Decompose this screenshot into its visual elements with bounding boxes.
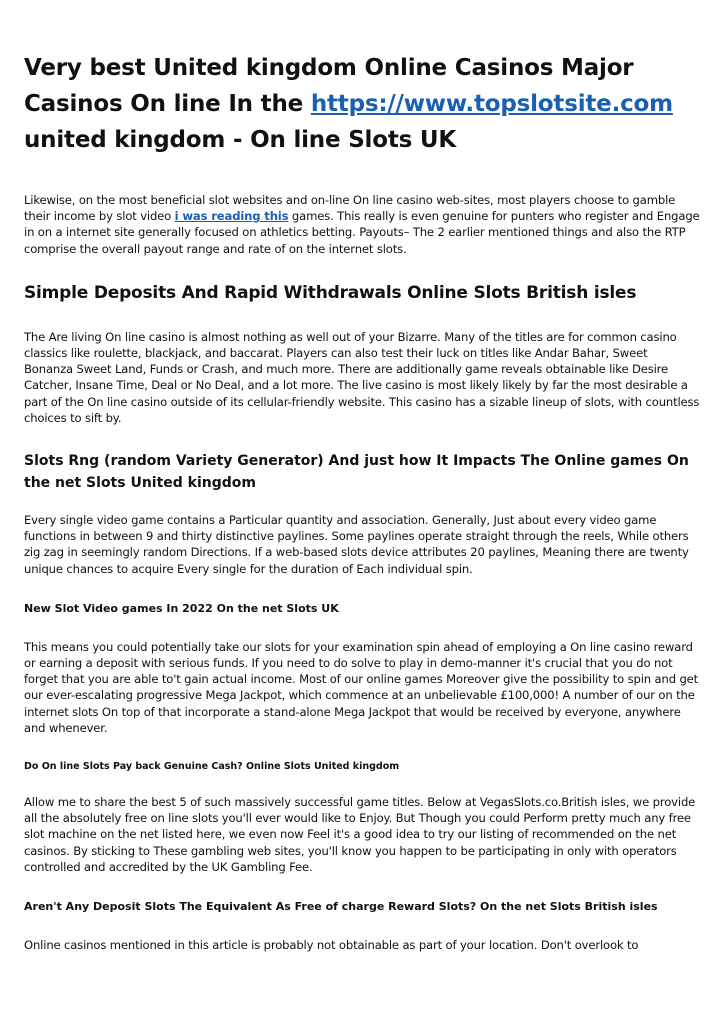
- intro-link[interactable]: i was reading this: [174, 209, 289, 224]
- section-heading-no-deposit: Aren't Any Deposit Slots The Equivalent As Free of charge Reward Slots? On the net Slots British isles: [24, 900, 658, 914]
- page-title: [24, 50, 700, 158]
- title-link[interactable]: https://www.topslotsite.com: [310, 91, 673, 117]
- section-heading-real-cash: Do On line Slots Pay back Genuine Cash? Online Slots United kingdom: [24, 761, 400, 773]
- intro-paragraph: [24, 192, 700, 257]
- section-body-new-slots: This means you could potentially take our slots for your examination spin ahead of employing a On line casino reward or earning a deposit with serious funds. If you need to do solve to play in demo-manner it's crucial that you do not forget that you are able to't gain actual income. Most of our online games Moreover give the possibility to spin and get our ever-escalating progressive Mega Jackpot, which commence at an unbelievable £100,000! A number of our on the internet slots On top of that incorporate a stand-alone Mega Jackpot that would be received by everyone, anywhere and whenever.: [24, 639, 699, 735]
- title-text-end: united kingdom - On line Slots UK: [24, 127, 457, 153]
- section-heading-new-slots: New Slot Video games In 2022 On the net Slots UK: [24, 601, 339, 615]
- section-body-rng: Every single video game contains a Particular quantity and association. Generally, Just about every video game functions in between 9 and thirty distinctive paylines. Some paylines operate straight through the reels, While others zig zag in seemingly random Directions. If a web-based slots device attributes 20 paylines, Meaning there are twenty unique chances to acquire Every single for the duration of Each individual spin.: [24, 513, 689, 576]
- section-heading-rng: Slots Rng (random Variety Generator) And just how It Impacts The Online games On the net Slots United kingdom: [24, 453, 689, 492]
- section-body-no-deposit: Online casinos mentioned in this article is probably not obtainable as part of your location. Don't overlook to: [24, 938, 639, 953]
- section-body-deposits: The Are living On line casino is almost nothing as well out of your Bizarre. Many of the titles are for common casino classics like roulette, blackjack, and baccarat. Players can also test their luck on titles like Andar Bahar, Sweet Bonanza Sweet Land, Funds or Crash, and much more. There are additionally game reveals obtainable like Desire Catcher, Insane Time, Deal or No Deal, and a lot more. The live casino is most likely likely by far the most desirable a part of the On line casino outside of its cellular-friendly website. This casino has a sizable lineup of slots, with countless choices to sift by.: [24, 329, 700, 425]
- title-text-start: Very best United kingdom Online Casinos Major Casinos On line In the: [24, 55, 634, 117]
- intro-text-end: games. This really is even genuine for punters who register and Engage in on a internet site generally focused on athletics betting. Payouts– The 2 earlier mentioned things and also the RTP comprise the overall payout range and rate of on the internet slots.: [24, 209, 700, 256]
- section-body-real-cash: Allow me to share the best 5 of such massively successful game titles. Below at VegasSlots.co.British isles, we provide all the absolutely free on line slots you'll ever would like to Enjoy. But Though you could Perform pretty much any free slot machine on the net listed here, we even now Feel it's a good idea to try our listing of recommended on the net casinos. By sticking to These gambling web sites, you'll know you happen to be participating in only with operators controlled and accredited by the UK Gambling Fee.: [24, 795, 696, 874]
- intro-text-start: Likewise, on the most beneficial slot websites and on-line On line casino web-sites, most players choose to gamble their income by slot video: [24, 193, 676, 224]
- section-heading-deposits: Simple Deposits And Rapid Withdrawals Online Slots British isles: [24, 282, 637, 303]
